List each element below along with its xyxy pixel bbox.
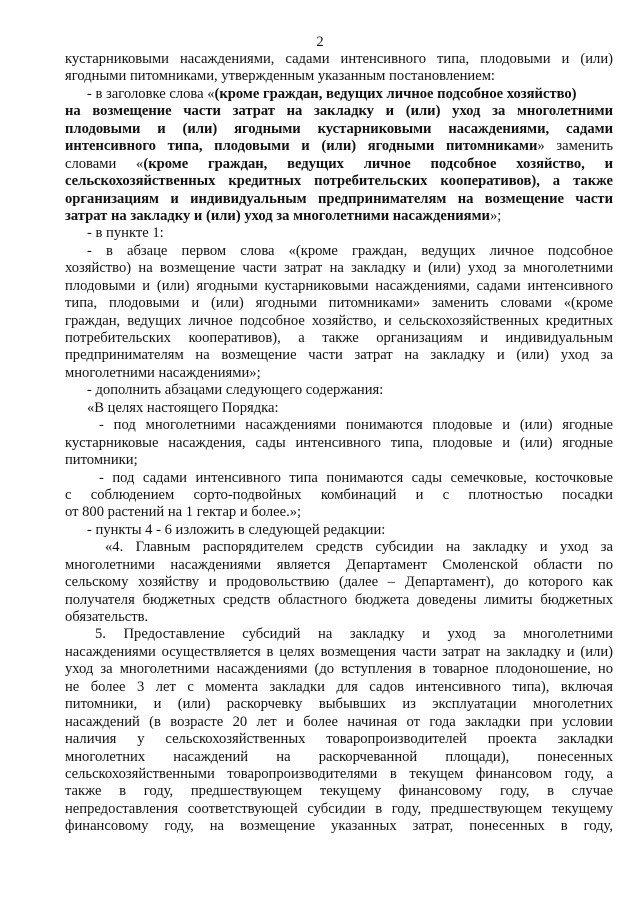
text-line — [65, 470, 613, 487]
line-text: »; — [489, 207, 502, 224]
text-line — [65, 138, 613, 155]
text-line — [65, 243, 613, 260]
text-line — [65, 644, 613, 661]
line-text: - в абзаце первом слова «(кроме граждан, ведущих личное подсобное — [87, 242, 613, 259]
text-line — [65, 592, 613, 609]
text-line — [65, 225, 613, 242]
page-number: 2 — [316, 34, 324, 50]
line-text: хозяйство) на возмещение части затрат на закладку и (или) уход за многолетними — [65, 260, 613, 277]
line-text: питомники; — [65, 452, 138, 469]
text-line — [65, 679, 613, 696]
line-text: насаждений (в возрасте 20 лет и более начиная от года закладки при условии — [65, 713, 613, 730]
text-line — [65, 51, 613, 68]
line-text: кустарниковыми насаждениями, садами интенсивного типа, плодовыми и (или) — [65, 51, 613, 67]
line-text: с соблюдением сорто-подвойных комбинаций и с плотностью посадки — [65, 486, 613, 503]
line-text: многолетними насаждениями является Департамент Смоленской области по — [65, 556, 613, 573]
text-line — [65, 347, 613, 364]
line-text: ягодными питомниками, утвержденным указанным постановлением: — [65, 68, 495, 85]
text-line — [65, 435, 613, 452]
text-line — [65, 260, 613, 277]
line-text: «4. Главным распорядителем средств субсидии на закладку и уход за — [105, 539, 613, 556]
line-text: плодовыми и (или) ягодными кустарниковыми насаждениями, садами интенсивного — [65, 277, 613, 294]
text-line — [65, 191, 613, 208]
text-line — [65, 696, 613, 713]
line-text: организациям и индивидуальным предпринимателям на возмещение части — [65, 190, 613, 207]
text-line — [65, 714, 613, 731]
text-line — [65, 208, 613, 225]
text-line — [65, 330, 613, 347]
line-text: словами « — [65, 155, 144, 172]
line-text: насаждениями осуществляется в целях возмещения части затрат на закладку и (или) — [65, 643, 613, 660]
line-text: сельскохозяйственными товаропроизводителями в текущем финансовом году, а — [65, 765, 613, 782]
bold-text: интенсивного типа, плодовыми и (или) ягодными питомниками — [65, 138, 538, 155]
text-line — [65, 504, 613, 521]
text-line — [65, 818, 613, 835]
text-line — [65, 783, 613, 800]
line-text: » заменить — [537, 138, 613, 155]
text-line — [65, 103, 613, 120]
text-line — [65, 400, 613, 417]
text-line — [65, 749, 613, 766]
line-text: - дополнить абзацами следующего содержания: — [87, 382, 384, 399]
text-line — [65, 68, 613, 85]
text-line — [65, 417, 613, 434]
text-line — [65, 452, 613, 469]
line-text: - пункты 4 - 6 изложить в следующей редакции: — [87, 521, 386, 538]
line-text: «В целях настоящего Порядка: — [87, 399, 279, 416]
text-line — [65, 121, 613, 138]
line-text: обязательств. — [65, 609, 149, 625]
text-line — [65, 557, 613, 574]
line-text: плодовыми и (или) ягодными кустарниковыми насаждениями, садами — [65, 120, 613, 137]
line-text: типа, плодовыми и (или) ягодными питомниками» заменить словами «(кроме — [65, 295, 613, 312]
line-text: не более 3 лет с момента закладки для садов интенсивного типа), включая — [65, 678, 613, 695]
line-text: непредоставления соответствующей субсидии в году, предшествующем текущему — [65, 800, 613, 817]
text-line — [65, 295, 613, 312]
line-text: получателя бюджетных средств областного бюджета доведены лимиты бюджетных — [65, 591, 613, 608]
text-line — [65, 609, 613, 626]
line-text: от 800 растений на 1 гектар и более.»; — [65, 504, 302, 521]
text-line — [65, 766, 613, 783]
text-line — [65, 365, 613, 382]
text-line — [65, 382, 613, 399]
line-text: многолетних насаждений на раскорчеванной площади), понесенных — [65, 748, 613, 765]
line-text: потребительских кооперативов), а также организациям и индивидуальным — [65, 330, 613, 346]
text-line — [65, 539, 613, 556]
text-line — [65, 86, 613, 103]
bold-text: (кроме граждан, ведущих личное подсобное хозяйство) — [214, 85, 577, 102]
text-line — [65, 626, 613, 643]
text-line — [65, 522, 613, 539]
line-text: уход за многолетними насаждениями (до вступления в товарное плодоношение, но — [65, 661, 613, 678]
line-text: - в пункте 1: — [87, 225, 164, 242]
bold-text: (кроме граждан, ведущих личное подсобное хозяйство, и — [143, 155, 613, 172]
line-text: - в заголовке слова « — [87, 85, 215, 102]
text-line — [65, 487, 613, 504]
line-text: наличия у сельскохозяйственных товаропроизводителей проекта закладки — [65, 731, 613, 748]
text-line — [65, 574, 613, 591]
line-text: 5. Предоставление субсидий на закладку и уход за многолетними — [95, 626, 613, 643]
line-text: сельскому хозяйству и продовольствию (далее – Департамент), до которого как — [65, 574, 613, 591]
document-body — [65, 51, 613, 836]
line-text: - под многолетними насаждениями понимаются плодовые и (или) ягодные — [99, 417, 613, 434]
line-text: кустарниковые насаждения, сады интенсивного типа, плодовые и (или) ягодные — [65, 434, 613, 451]
line-text: на возмещение части затрат на закладку и (или) уход за многолетними — [65, 103, 613, 120]
line-text: - под садами интенсивного типа понимаются сады семечковые, косточковые — [99, 469, 613, 486]
text-line — [65, 173, 613, 190]
line-text: сельскохозяйственных кредитных потребительских кооперативов), а также — [65, 173, 613, 190]
text-line — [65, 661, 613, 678]
line-text: питомники, и (или) раскорчевку выбывших из эксплуатации многолетних — [65, 696, 613, 713]
line-text: также в году, предшествующем текущему финансовому году, в случае — [65, 783, 613, 800]
line-text: предпринимателям на возмещение части затрат на закладку и (или) уход за — [65, 347, 613, 364]
text-line — [65, 313, 613, 330]
line-text: граждан, ведущих личное подсобное хозяйство, и сельскохозяйственных кредитных — [65, 312, 613, 329]
text-line — [65, 801, 613, 818]
line-text: финансовому году, на возмещение указанных затрат, понесенных в году, — [65, 818, 613, 835]
bold-text: затрат на закладку и (или) уход за многолетними насаждениями — [65, 207, 490, 224]
text-line — [65, 278, 613, 295]
line-text: многолетними насаждениями»; — [65, 364, 261, 381]
text-line — [65, 156, 613, 173]
text-line — [65, 731, 613, 748]
